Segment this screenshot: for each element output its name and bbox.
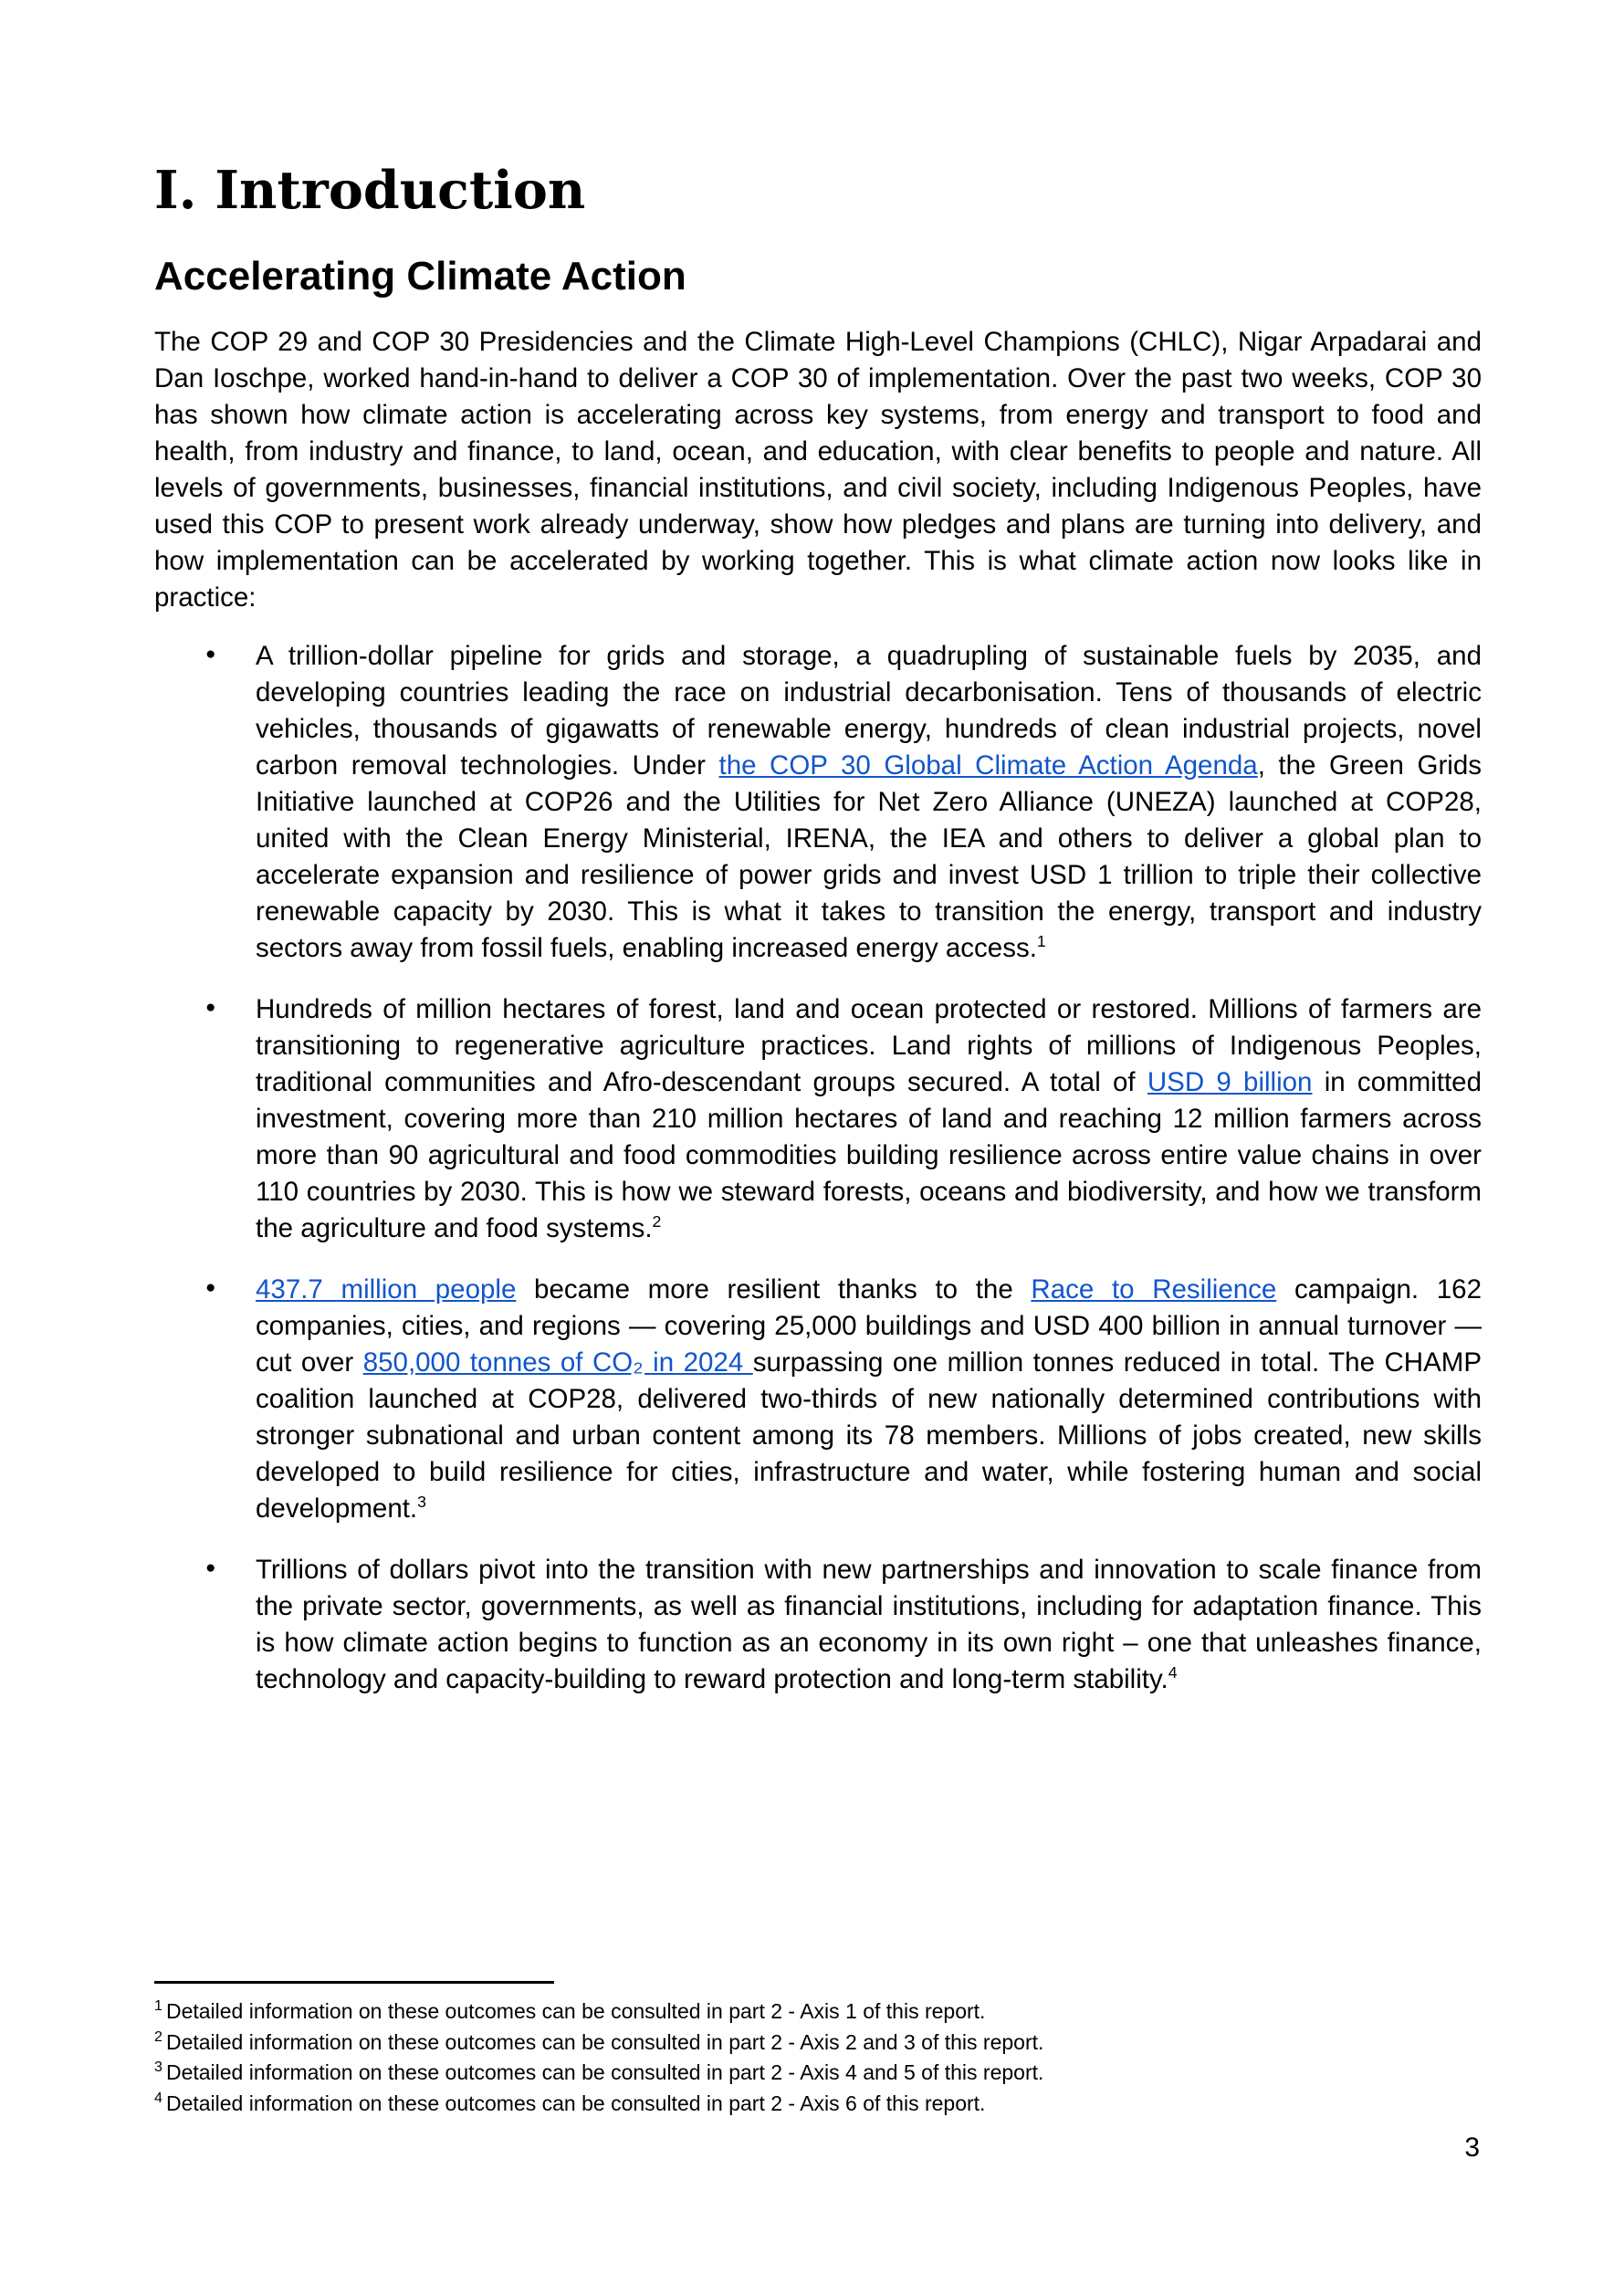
inline-link[interactable]: USD 9 billion [1147,1067,1313,1097]
list-item [154,991,1482,1247]
footnote [154,2089,1482,2120]
footnote-number: 1 [154,1997,162,2015]
bullet-marker: ● [205,1278,216,1297]
list-item-text [256,1274,1482,1524]
inline-link[interactable]: 437.7 million people [256,1274,517,1305]
list-item-text [256,641,1482,963]
footnote-text: Detailed information on these outcomes can be consulted in part 2 - Axis 2 and 3 of this report. [165,2029,1044,2054]
footnotes-section [154,1981,1482,2119]
footnote-text: Detailed information on these outcomes can be consulted in part 2 - Axis 1 of this report. [165,1999,986,2023]
text-run: in committed investment, covering more than 210 million hectares of land and reaching 12 million farmers across more than 90 agricultural and food commodities building resilience across entire value chains in over 110 countries by 2030. This is how we steward forests, oceans and biodiversity, and how we transform the agriculture and food systems. [256,1067,1482,1243]
bullet-marker: ● [205,998,216,1017]
footnote-reference: 2 [652,1212,662,1231]
bullet-marker: ● [205,644,216,664]
page-number: 3 [1464,2133,1480,2163]
text-run: became more resilient thanks to the [516,1274,1032,1305]
key-outcomes-list [154,638,1482,1698]
footnote-number: 4 [154,2089,162,2106]
footnote-number: 3 [154,2059,162,2076]
inline-link[interactable]: the COP 30 Global Climate Action Agenda [718,750,1258,781]
inline-link[interactable]: Race to Resilience [1031,1274,1277,1305]
intro-paragraph [154,324,1482,616]
text-run: , the Green Grids Initiative launched at COP26 and the Utilities for Net Zero Alliance (UNEZA) launched at COP28, united with the Clean Energy Ministerial, IRENA, the IEA and others to deliver a global plan to accelerate expansion and resilience of power grids and invest USD 1 trillion to triple their collective renewable capacity by 2030. This is what it takes to transition the energy, transport and industry sectors away from fossil fuels, enabling increased energy access. [256,750,1482,963]
text-run: Trillions of dollars pivot into the transition with new partnerships and innovation to scale finance from the private sector, governments, as well as financial institutions, including for adaptation finance. This is how climate action begins to function as an economy in its own right – one that unleashes finance, technology and capacity-building to reward protection and long-term stability. [256,1555,1482,1694]
list-item [154,1272,1482,1527]
text-run: surpassing one million tonnes reduced in total. The CHAMP coalition launched at COP28, delivered two-thirds of new nationally determined contributions with stronger subnational and urban content among its 78 members. Millions of jobs created, new skills developed to build resilience for cities, infrastructure and water, while fostering human and social development. [256,1347,1482,1524]
section-subtitle: Accelerating Climate Action [154,254,686,299]
footnote [154,1996,1482,2028]
footnote-reference: 1 [1036,932,1046,951]
list-item [154,1552,1482,1698]
section-title: I. Introduction [154,160,586,221]
footnote [154,2028,1482,2059]
page-content [154,0,1482,1723]
text-run: A trillion-dollar pipeline for grids and storage, a quadrupling of sustainable fuels by 2035, and developing countries leading the race on industrial decarbonisation. Tens of thousands of electric vehicles, thousands of gigawatts of renewable energy, hundreds of clean industrial projects, novel carbon removal technologies. Under [256,641,1482,781]
footnote-separator [154,1981,554,1984]
footnote-reference: 4 [1168,1663,1178,1682]
footnote-reference: 3 [417,1493,426,1512]
list-item-text [256,1555,1482,1694]
bullet-marker: ● [205,1558,216,1577]
text-run: Hundreds of million hectares of forest, land and ocean protected or restored. Millions of farmers are transitioning to regenerative agriculture practices. Land rights of millions of Indigenous Peoples, traditional communities and Afro-descendant groups secured. A total of [256,994,1482,1097]
footnote-number: 2 [154,2028,162,2045]
footnote-text: Detailed information on these outcomes can be consulted in part 2 - Axis 6 of this report. [165,2091,986,2115]
list-item-text [256,994,1482,1243]
text-run: campaign. 162 companies, cities, and regions — covering 25,000 buildings and USD 400 billion in annual turnover — cut over [256,1274,1482,1378]
footnote [154,2058,1482,2089]
text-run: The COP 29 and COP 30 Presidencies and the Climate High-Level Champions (CHLC), Nigar Arpadarai and Dan Ioschpe, worked hand-in-hand to deliver a COP 30 of implementation. Over the past two weeks, COP 30 has shown how climate action is accelerating across key systems, from energy and transport to food and health, from industry and finance, to land, ocean, and education, with clear benefits to people and nature. All levels of governments, businesses, financial institutions, and civil society, including Indigenous Peoples, have used this COP to present work already underway, show how pledges and plans are turning into delivery, and how implementation can be accelerated by working together. This is what climate action now looks like in practice: [154,327,1482,613]
list-item [154,638,1482,967]
inline-link[interactable]: 850,000 tonnes of CO₂ in 2024 [362,1347,753,1378]
footnote-text: Detailed information on these outcomes can be consulted in part 2 - Axis 4 and 5 of this report. [165,2060,1044,2084]
